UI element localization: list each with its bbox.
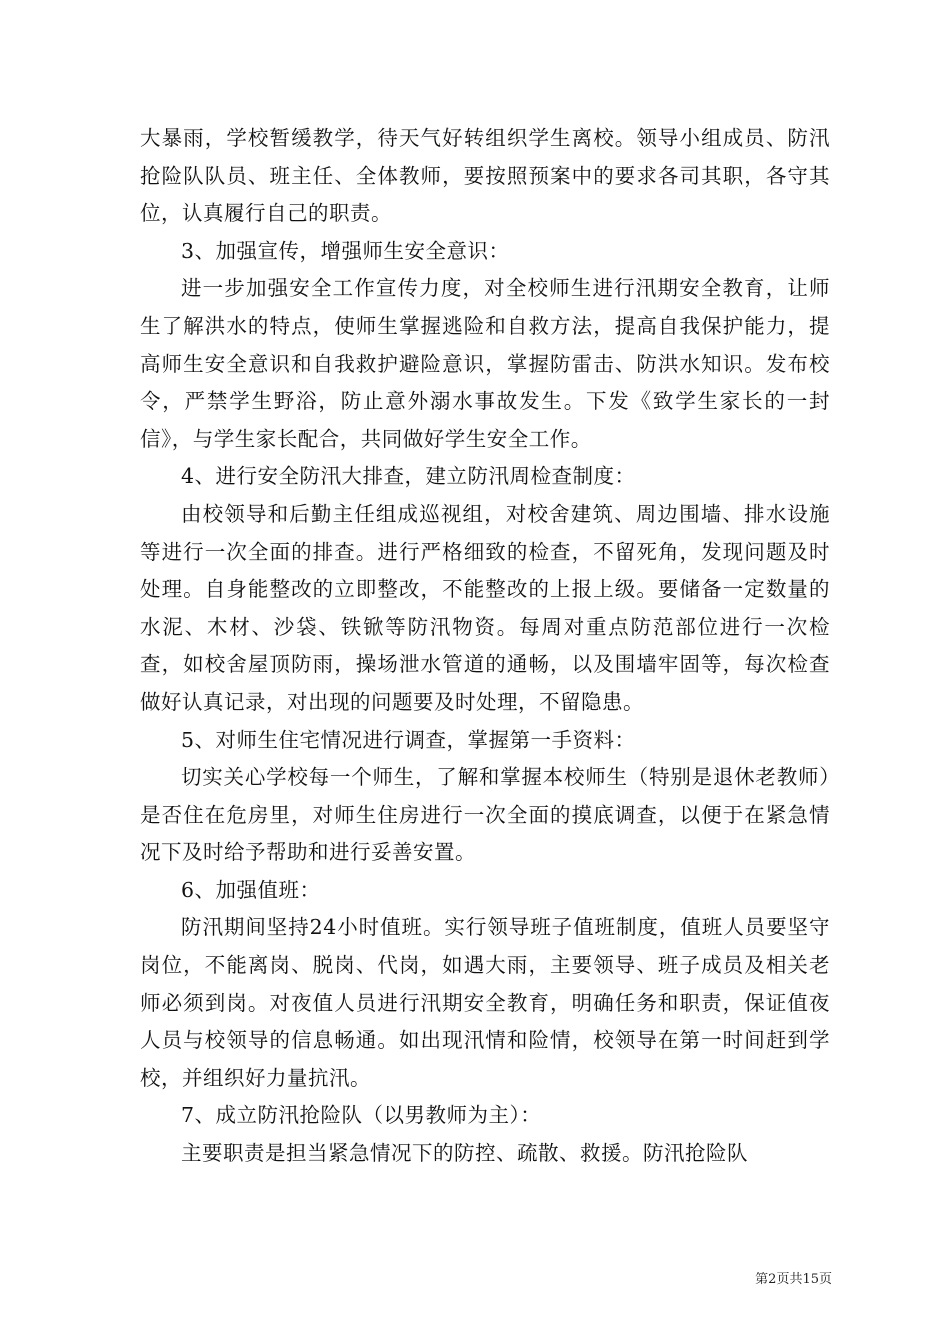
section-heading: 3、加强宣传，增强师生安全意识： <box>181 238 510 263</box>
paragraph: 防汛期间坚持24小时值班。实行领导班子值班制度，值班人员要坚守岗位，不能离岗、脱岗、代岗，如遇大雨，主要领导、班子成员及相关老师必须到岗。对夜值人员进行汛期安全教育，明确任务和职责，保证值夜人员与校领导的信息畅通。如出现汛情和险情，校领导在第一时间赶到学校，并组织好力量抗汛。 <box>140 915 830 1090</box>
paragraph: 主要职责是担当紧急情况下的防控、疏散、救援。防汛抢险队 <box>181 1141 748 1166</box>
section-heading: 6、加强值班： <box>181 877 321 902</box>
paragraph: 切实关心学校每一个师生，了解和掌握本校师生（特别是退休老教师）是否住在危房里，对师生住房进行一次全面的摸底调查，以便于在紧急情况下及时给予帮助和进行妥善安置。 <box>140 765 830 865</box>
section-heading: 5、对师生住宅情况进行调查，掌握第一手资料： <box>181 727 636 752</box>
page-number-footer: 第2页共15页 <box>755 1272 832 1287</box>
section-heading: 4、进行安全防汛大排查，建立防汛周检查制度： <box>181 464 636 489</box>
paragraph: 进一步加强安全工作宣传力度，对全校师生进行汛期安全教育，让师生了解洪水的特点，使师生掌握逃险和自救方法，提高自我保护能力，提高师生安全意识和自我救护避险意识，掌握防雷击、防洪水知识。发布校令，严禁学生野浴，防止意外溺水事故发生。下发《致学生家长的一封信》，与学生家长配合，共同做好学生安全工作。 <box>140 276 830 451</box>
paragraph: 由校领导和后勤主任组成巡视组，对校舍建筑、周边围墙、排水设施等进行一次全面的排查。进行严格细致的检查，不留死角，发现问题及时处理。自身能整改的立即整改，不能整改的上报上级。要储备一定数量的水泥、木材、沙袋、铁锨等防汛物资。每周对重点防范部位进行一次检查，如校舍屋顶防雨，操场泄水管道的通畅，以及围墙牢固等，每次检查做好认真记录，对出现的问题要及时处理，不留隐患。 <box>140 501 830 714</box>
section-heading: 7、成立防汛抢险队（以男教师为主）： <box>181 1103 542 1128</box>
document-body <box>140 120 830 1173</box>
paragraph: 大暴雨，学校暂缓教学，待天气好转组织学生离校。领导小组成员、防汛抢险队队员、班主任、全体教师，要按照预案中的要求各司其职，各守其位，认真履行自己的职责。 <box>140 126 830 226</box>
